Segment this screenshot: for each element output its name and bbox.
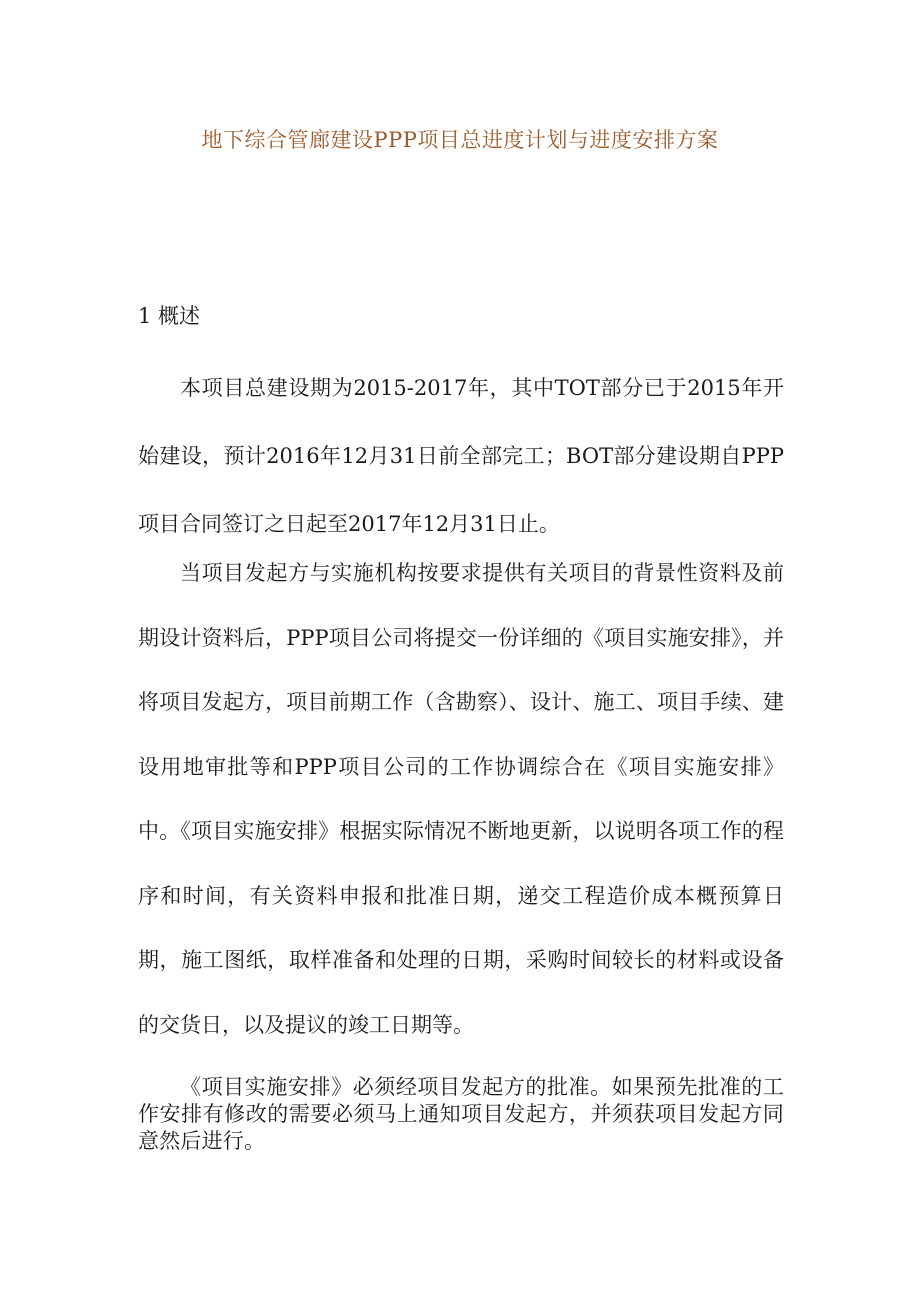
paragraph-construction-period: 本项目总建设期为2015-2017年，其中TOT部分已于2015年开始建设，预计2016年12月31日前全部完工；BOT部分建设期自PPP项目合同签订之日起至2017年12月31日止。	[138, 376, 784, 536]
paragraph-implementation-plan: 当项目发起方与实施机构按要求提供有关项目的背景性资料及前期设计资料后，PPP项目公司将提交一份详细的《项目实施安排》，并将项目发起方，项目前期工作（含勘察）、设计、施工、项目手续、建设用地审批等和PPP项目公司的工作协调综合在《项目实施安排》中。《项目实施安排》根据实际情况不断地更新，以说明各项工作的程序和时间，有关资料申报和批准日期，递交工程造价成本概预算日期，施工图纸，取样准备和处理的日期，采购时间较长的材料或设备的交货日，以及提议的竣工日期等。	[138, 561, 784, 1037]
section-heading: 1 概述	[138, 304, 201, 328]
document-title: 地下综合管廊建设PPP项目总进度计划与进度安排方案	[201, 128, 719, 152]
paragraph-approval: 《项目实施安排》必须经项目发起方的批准。如果预先批准的工作安排有修改的需要必须马上通知项目发起方，并须获项目发起方同意然后进行。	[138, 1075, 784, 1153]
